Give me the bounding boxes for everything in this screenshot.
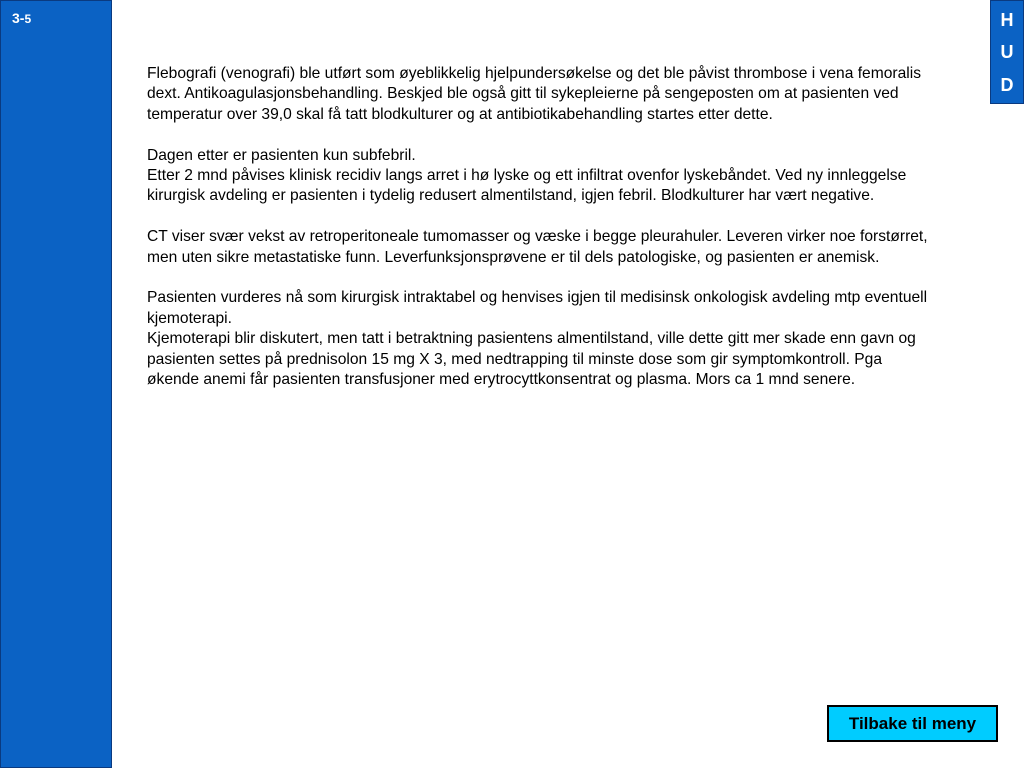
paragraph-gap [147,268,937,288]
hud-logo [990,0,1024,104]
paragraph-flebografi: Flebografi (venografi) ble utført som øyeblikkelig hjelpundersøkelse og det ble påvist thrombose i vena femoralis dext. Antikoagulasjonsbehandling. Beskjed ble også gitt til sykepleierne på sengeposten om at pasienten ved temperatur over 39,0 skal få tatt blodkulturer og at antibiotikabehandling startes etter dette. [147,65,921,123]
hud-letter-u: U [1000,42,1014,63]
hud-letter-d: D [1000,74,1014,95]
slide-number-sub: 5 [24,12,32,26]
paragraph-ct: CT viser svær vekst av retroperitoneale tumomasser og væske i begge pleurahuler. Leveren virker noe forstørret, men uten sikre metastatiske funn. Leverfunksjonsprøvene er til dels patologiske, og pasienten er anemisk. [147,228,928,266]
paragraph-kjemoterapi: Kjemoterapi blir diskutert, men tatt i betraktning pasientens almentilstand, ville dette gitt mer skade enn gavn og pasienten settes på prednisolon 15 mg X 3, med nedtrapping til minste dose som gir symptomkontroll. Pga økende anemi får pasienten transfusjoner med erytrocyttkonsentrat og plasma. Mors ca 1 mnd senere. [147,330,916,389]
paragraph-recidiv: Etter 2 mnd påvises klinisk recidiv langs arret i hø lyske og ett infiltrat ovenfor lyskebåndet. Ved ny innleggelse kirurgisk avdeling er pasienten i tydelig redusert almentilstand, igjen febril. Blodkulturer har vært negative. [147,167,907,205]
case-text [147,64,937,390]
slide-number [12,10,31,26]
paragraph-gap [147,125,937,145]
slide-number-main: 3- [12,10,25,26]
paragraph-dagen-etter: Dagen etter er pasienten kun subfebril. [147,146,416,164]
paragraph-gap [147,207,937,227]
hud-letter-h: H [1000,10,1014,31]
paragraph-vurdering: Pasienten vurderes nå som kirurgisk intraktabel og henvises igjen til medisinsk onkologisk avdeling mtp eventuell kjemoterapi. [147,289,928,327]
left-sidebar [0,0,112,768]
back-to-menu-button[interactable]: Tilbake til meny [827,705,998,742]
